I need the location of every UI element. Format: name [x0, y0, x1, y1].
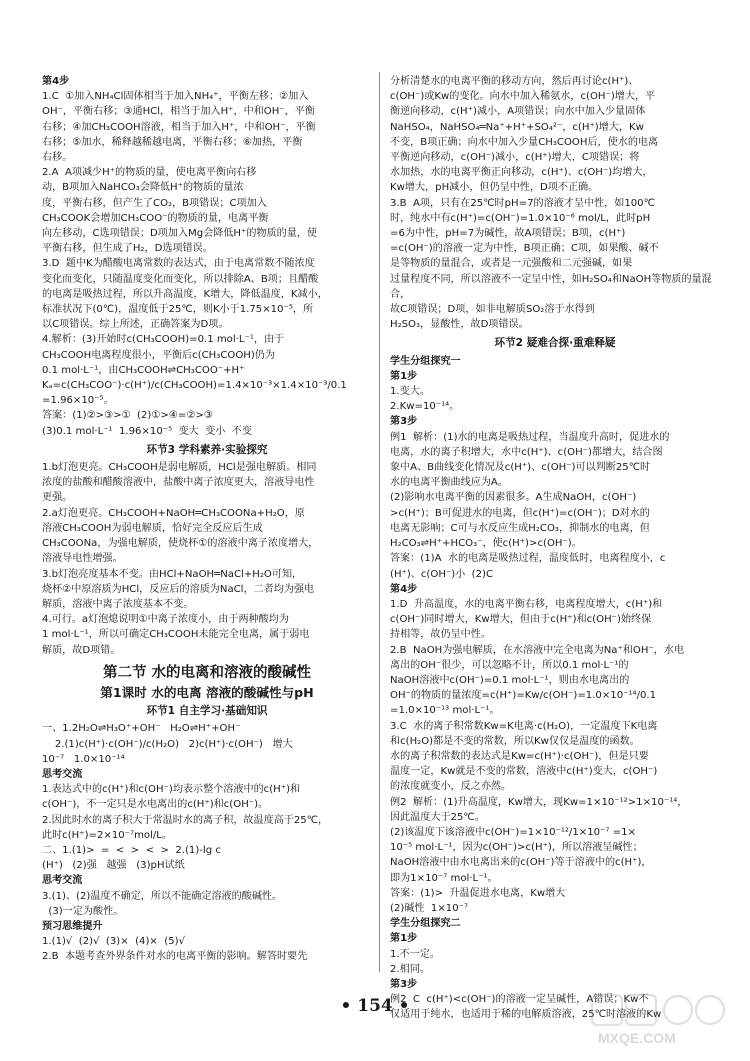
- step-heading: 第4步: [390, 583, 418, 595]
- text-line: c(OH⁻)或Kw的变化。向水中加入稀氨水，c(OH⁻)增大，平: [390, 91, 656, 103]
- text-line: 动，B项加入NaHCO₃会降低H⁺的物质的量浓: [42, 182, 244, 194]
- text-line: 二、1.(1)> = < > < > 2.(1)-lg c: [42, 844, 221, 856]
- text-line: 10⁻⁷ 1.0×10⁻¹⁴: [42, 753, 125, 765]
- step-heading: 学生分组探究二: [390, 918, 461, 930]
- text-line: 右移。: [42, 152, 73, 164]
- text-line: 因此温度大于25℃。: [390, 811, 485, 823]
- text-line: 过量程度不同，所以溶液不一定呈中性，如H₂SO₄和NaOH等物质的量混合，: [390, 273, 712, 300]
- text-line: (2)该温度下该溶液中c(OH⁻)=1×10⁻¹²/1×10⁻⁷ =1×: [390, 826, 636, 838]
- page-number: • 154 •: [340, 996, 410, 1016]
- text-line: 水的电离平衡曲线应为A。: [390, 477, 508, 489]
- text-line: 1.变大。: [390, 386, 430, 398]
- text-line: 向左移动，C选项错误；D项加入Mg会降低H⁺的物质的量，使: [42, 228, 318, 240]
- text-line: >c(H⁺)；B可促进水的电离，但c(H⁺)=c(OH⁻)；D对水的: [390, 507, 650, 519]
- text-line: 是等物质的量混合，或者是一元强酸和二元强碱，如果: [390, 258, 633, 270]
- step-heading: 学生分组探究一: [390, 355, 461, 367]
- text-line: H₂SO₃，显酸性，故D项错误。: [390, 319, 529, 331]
- chapter-title: 第二节 水的电离和溶液的酸碱性: [102, 664, 312, 681]
- text-line: 3.C 水的离子积常数Kw=K电离·c(H₂O)，一定温度下K电离: [390, 720, 658, 732]
- svg-text:MXQE.COM: MXQE.COM: [598, 1030, 676, 1046]
- text-line: 离出的OH⁻很少，可以忽略不计，所以0.1 mol·L⁻¹的: [390, 659, 629, 671]
- step-heading: 思考交流: [42, 768, 83, 780]
- text-line: 答案：(1)②>③>① (2)①>④=②>③: [42, 410, 213, 422]
- text-line: 平衡逆向移动，c(OH⁻)减小，c(H⁺)增大，C项错误；将: [390, 152, 640, 164]
- text-line: 溶液导电性增强。: [42, 553, 123, 565]
- text-line: 2.B NaOH为强电解质，在水溶液中完全电离为Na⁺和OH⁻，水电: [390, 644, 685, 656]
- text-line: 衡逆向移动，c(H⁺)减小，A项错误；向水中加入少量固体: [390, 106, 646, 118]
- text-line: 象中A、B曲线变化情况及c(H⁺)、c(OH⁻)可以判断25℃时: [390, 462, 651, 474]
- step-heading: 第3步: [390, 416, 418, 428]
- text-line: 右移；④加CH₃COOH溶液，相当于加入H⁺，中和OH⁻，平衡: [42, 121, 316, 133]
- text-line: 例2 解析：(1)升高温度，Kw增大，现Kw=1×10⁻¹²>1×10⁻¹⁴，: [390, 796, 688, 808]
- text-line: 1.(1)√ (2)√ (3)× (4)× (5)√: [42, 936, 185, 948]
- text-line: 1.不一定。: [390, 948, 441, 960]
- text-line: 10⁻⁵ mol·L⁻¹，因为c(OH⁻)>c(H⁺)，所以溶液呈碱性；: [390, 842, 643, 854]
- text-line: 水的离子积常数的表达式是Kw=c(H⁺)·c(OH⁻)，但是只要: [390, 750, 649, 762]
- text-line: Kw增大，pH减小，但仍呈中性，D项不正确。: [390, 182, 599, 194]
- text-line: 持相等，故仍呈中性。: [390, 629, 491, 641]
- text-line: 1.D 升高温度，水的电离平衡右移，电离程度增大，c(H⁺)和: [390, 598, 663, 610]
- text-line: 0.1 mol·L⁻¹，由CH₃COOH⇌CH₃COO⁻+H⁺: [42, 364, 245, 376]
- text-line: 电离，水的离子积增大，水中c(H⁺)、c(OH⁻)都增大，结合图: [390, 446, 663, 458]
- text-line: NaHSO₄，NaHSO₄═Na⁺+H⁺+SO₄²⁻，c(H⁺)增大，Kw: [390, 121, 644, 133]
- text-line: 温度一定，Kw就是不变的常数，溶液中c(H⁺)变大，c(OH⁻): [390, 766, 658, 778]
- text-line: 浓度的盐酸和醋酸溶液中，盐酸中离子浓度更大，溶液导电性: [42, 477, 315, 489]
- text-line: 更强。: [42, 492, 73, 504]
- left-column: [42, 74, 372, 965]
- step-heading: 第3步: [390, 978, 418, 990]
- text-line: 平衡右移，但生成了H₂，D选项错误。: [42, 243, 213, 255]
- text-line: 一、1.2H₂O⇌H₃O⁺+OH⁻ H₂O⇌H⁺+OH⁻: [42, 723, 241, 735]
- text-line: =c(OH⁻)的溶液一定为中性，B项正确；C项，如果酸、碱不: [390, 243, 659, 255]
- text-line: 标准状况下(0℃)，温度低于25℃，则K小于1.75×10⁻⁵，所: [42, 304, 314, 316]
- section-heading: 环节1 自主学习·基础知识: [146, 705, 268, 718]
- step-heading: 思考交流: [42, 875, 83, 887]
- text-line: 水加热，水的电离平衡正向移动，c(H⁺)、c(OH⁻)均增大，: [390, 167, 653, 179]
- section-heading: 环节2 疑难合探·重难释疑: [494, 337, 616, 350]
- text-line: 的浓度就变小，反之亦然。: [390, 781, 512, 793]
- column-divider: [379, 72, 380, 972]
- text-line: 4.解析：(3)开始时c(CH₃COOH)=0.1 mol·L⁻¹，由于: [42, 334, 285, 346]
- text-line: c(OH⁻)同时增大，Kw增大，但由于c(H⁺)和c(OH⁻)始终保: [390, 614, 652, 626]
- lesson-title: 第1课时 水的电离 溶液的酸碱性与pH: [100, 684, 314, 700]
- text-line: H₂CO₃⇌H⁺+HCO₃⁻，使c(H⁺)>c(OH⁻)。: [390, 538, 582, 550]
- text-line: NaOH溶液中c(OH⁻)=0.1 mol·L⁻¹，则由水电离出的: [390, 674, 630, 686]
- text-line: c(OH⁻)，不一定只是水电离出的c(H⁺)和c(OH⁻)。: [42, 799, 269, 811]
- text-line: 的电离是吸热过程，所以升高温度，K增大，降低温度，K减小，: [42, 288, 328, 300]
- step-heading: 第1步: [390, 370, 418, 382]
- step-heading: 预习思维提升: [42, 920, 103, 932]
- text-line: =6为中性，pH=7为碱性，故A项错误；B项，c(H⁺): [390, 228, 626, 240]
- text-line: CH₃COOH电离程度很小，平衡后c(CH₃COOH)仍为: [42, 349, 275, 361]
- watermark-logo: [588, 991, 728, 1051]
- text-line: 解质，故D项错。: [42, 644, 121, 656]
- text-line: 变化而变化，只随温度变化而变化，所以排除A、B项；且醋酸: [42, 273, 319, 285]
- text-line: 右移；⑤加水，稀释越稀越电离，平衡右移；⑥加热，平衡: [42, 136, 303, 148]
- text-line: 3.b灯泡亮度基本不变。由HCl+NaOH═NaCl+H₂O可知，: [42, 568, 303, 580]
- text-line: OH⁻的物质的量浓度=c(H⁺)=Kw/c(OH⁻)=1.0×10⁻¹⁴/0.1: [390, 690, 657, 702]
- text-line: =1.96×10⁻⁵。: [42, 395, 114, 407]
- text-line: (3)一定为酸性。: [42, 905, 124, 917]
- text-line: 和c(H₂O)都是不变的常数，所以Kw仅仅是温度的函数。: [390, 735, 640, 747]
- text-line: 1 mol·L⁻¹，所以可确定CH₃COOH未能完全电离，属于弱电: [42, 629, 310, 641]
- text-line: 答案：(1)A 水的电离是吸热过程，温度低时，电离程度小，c: [390, 553, 666, 565]
- text-line: 烧杯②中原溶质为HCl，反应后的溶质为NaCl，二者均为强电: [42, 583, 315, 595]
- text-line: (H⁺)、c(OH⁻)小 (2)C: [390, 568, 494, 580]
- text-line: 不变，B项正确；向水中加入少量CH₃COOH后，使水的电离: [390, 136, 659, 148]
- text-line: 1.b灯泡更亮。CH₃COOH是弱电解质，HCl是强电解质。相同: [42, 462, 317, 474]
- text-line: 此时c(H⁺)=2×10⁻⁷mol/L。: [42, 829, 173, 841]
- step-heading: 第4步: [42, 76, 70, 87]
- text-line: (H⁺) (2)强 越强 (3)pH试纸: [42, 860, 185, 872]
- text-line: 3.D 题中K为醋酸电离常数的表达式，由于电离常数不随浓度: [42, 258, 315, 270]
- text-line: CH₃COONa，为强电解质，使烧杯①的溶液中离子浓度增大，: [42, 538, 319, 550]
- right-column: [390, 74, 720, 1023]
- text-line: CH₃COOK会增加CH₃COO⁻的物质的量，电离平衡: [42, 212, 269, 224]
- text-line: 故C项错误；D项，如非电解质SO₂溶于水得到: [390, 304, 595, 316]
- text-line: OH⁻，平衡右移；③通HCl，相当于加入H⁺，中和OH⁻，平衡: [42, 106, 315, 118]
- text-line: 2.a灯泡更亮。CH₃COOH+NaOH═CH₃COONa+H₂O，原: [42, 507, 305, 519]
- text-line: 2.相同。: [390, 963, 430, 975]
- text-line: 2.(1)c(H⁺)·c(OH⁻)/c(H₂O) 2)c(H⁺)·c(OH⁻) 增大: [42, 738, 293, 750]
- text-line: 2.Kw=10⁻¹⁴。: [390, 401, 460, 413]
- text-line: (2)影响水电离平衡的因素很多。A生成NaOH，c(OH⁻): [390, 492, 637, 504]
- text-line: 溶液CH₃COOH为弱电解质，恰好完全反应后生成: [42, 522, 263, 534]
- text-line: 答案：(1)> 升温促进水电离，Kw增大: [390, 887, 566, 899]
- text-line: 分析清楚水的电离平衡的移动方向，然后再讨论c(H⁺)、: [390, 76, 639, 87]
- text-line: 例2 C c(H⁺)<c(OH⁻)的溶液一定呈碱性，A错误；Kw不: [390, 994, 649, 1006]
- text-line: 例1 解析：(1)水的电离是吸热过程，当温度升高时，促进水的: [390, 431, 670, 443]
- text-line: 1.表达式中的c(H⁺)和c(OH⁻)均表示整个溶液中的c(H⁺)和: [42, 784, 301, 796]
- text-line: Kₐ=c(CH₃COO⁻)·c(H⁺)/c(CH₃COOH)=1.4×10⁻³×1.4×10⁻³/0.1: [42, 380, 347, 392]
- text-line: 解质，溶液中离子浓度基本不变。: [42, 598, 194, 610]
- text-line: =1.0×10⁻¹³ mol·L⁻¹。: [390, 705, 500, 717]
- text-line: 3.(1)、(2)温度不确定，所以不能确定溶液的酸碱性。: [42, 890, 283, 902]
- text-line: 即为1×10⁻⁷ mol·L⁻¹。: [390, 872, 498, 884]
- text-line: 2.A A项减少H⁺的物质的量，使电离平衡向右移: [42, 167, 257, 179]
- text-line: 2.因此时水的离子积大于常温时水的离子积，故温度高于25℃，: [42, 814, 329, 826]
- text-line: 度，平衡右移，但产生了CO₂，B项错误；C项加入: [42, 197, 267, 209]
- section-heading: 环节3 学科素养·实验探究: [146, 443, 268, 456]
- text-line: 时，纯水中有c(H⁺)=c(OH⁻)=1.0×10⁻⁶ mol/L，此时pH: [390, 212, 651, 224]
- text-line: 3.B A项，只有在25℃时pH=7的溶液才呈中性，如100℃: [390, 197, 655, 209]
- text-line: NaOH溶液中由水电离出来的c(OH⁻)等于溶液中的c(H⁺)，: [390, 857, 652, 869]
- text-line: 电离无影响；C可与水反应生成H₂CO₃，抑制水的电离，但: [390, 522, 650, 534]
- text-line: 4.可行。a灯泡熄说明①中离子浓度小，由于两种酸均为: [42, 614, 289, 626]
- text-line: 以C项错误。综上所述，正确答案为D项。: [42, 319, 229, 331]
- text-line: 2.B 本题考查外界条件对水的电离平衡的影响。解答时要先: [42, 951, 308, 963]
- text-line: (2)碱性 1×10⁻⁷: [390, 902, 468, 914]
- text-line: 1.C ①加入NH₄Cl固体相当于加入NH₄⁺，平衡左移；②加入: [42, 91, 309, 103]
- text-line: (3)0.1 mol·L⁻¹ 1.96×10⁻⁵ 变大 变小 不变: [42, 425, 252, 437]
- step-heading: 第1步: [390, 933, 418, 945]
- text-line: 仅适用于纯水，也适用于稀的电解质溶液，25℃时溶液的Kw: [390, 1009, 662, 1021]
